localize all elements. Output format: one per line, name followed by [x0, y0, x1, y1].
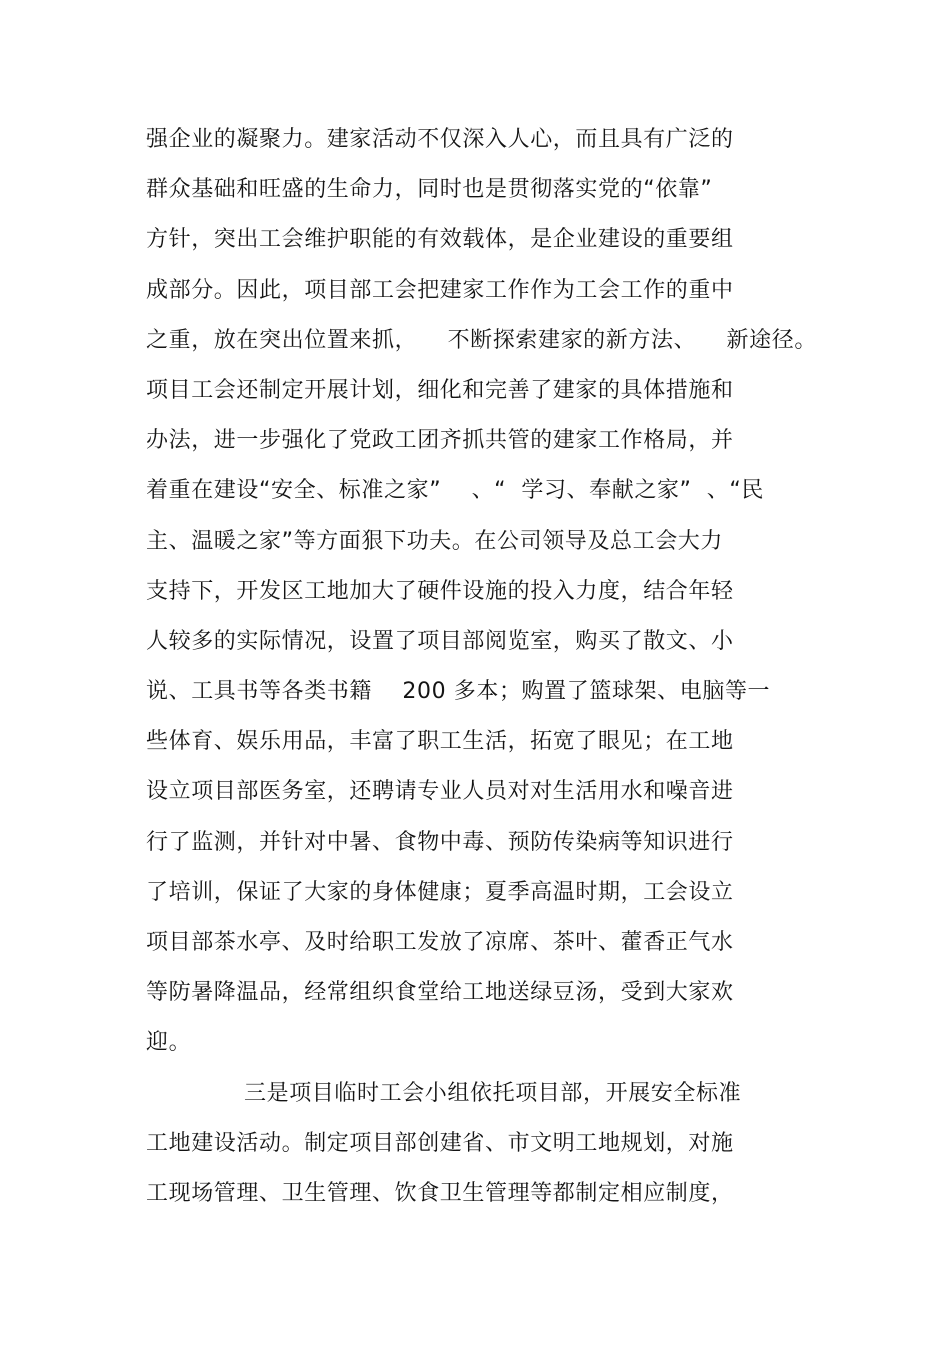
text-line: 之重，放在突出位置来抓， 不断探索建家的新方法、 新途径。: [146, 327, 817, 353]
text-line: 着重在建设“安全、标准之家” 、“ 学习、奉献之家” 、“民: [146, 478, 764, 504]
text-line: 工地建设活动。制定项目部创建省、市文明工地规划，对施: [146, 1130, 734, 1156]
text-line: 迎。: [146, 1030, 192, 1056]
text-line: 强企业的凝聚力。建家活动不仅深入人心，而且具有广泛的: [146, 127, 734, 152]
text-line: 支持下，开发区工地加大了硬件设施的投入力度，结合年轻: [146, 578, 734, 604]
text-line: 行了监测，并针对中暑、食物中毒、预防传染病等知识进行: [146, 829, 734, 855]
text-line: 项目工会还制定开展计划，细化和完善了建家的具体措施和: [146, 377, 734, 403]
text-line: 工现场管理、卫生管理、饮食卫生管理等都制定相应制度，: [146, 1180, 734, 1206]
text-line: 群众基础和旺盛的生命力，同时也是贯彻落实党的“依靠”: [146, 177, 713, 203]
text-line: 项目部茶水亭、及时给职工发放了凉席、茶叶、藿香正气水: [146, 930, 734, 955]
text-line: 方针，突出工会维护职能的有效载体，是企业建设的重要组: [146, 227, 734, 253]
text-line: 了培训，保证了大家的身体健康；夏季高温时期，工会设立: [146, 879, 734, 905]
body-text: [146, 121, 836, 1225]
text-line: 等防暑降温品，经常组织食堂给工地送绿豆汤，受到大家欢: [146, 980, 734, 1006]
text-line: 说、工具书等各类书籍 200 多本；购置了篮球架、电脑等一: [146, 679, 771, 705]
text-line: 成部分。因此，项目部工会把建家工作作为工会工作的重中: [146, 277, 734, 303]
text-line: 主、温暖之家”等方面狠下功夫。在公司领导及总工会大力: [146, 528, 723, 554]
paragraph-start-line: 三是项目临时工会小组依托项目部，开展安全标准: [244, 1080, 742, 1106]
text-line: 人较多的实际情况，设置了项目部阅览室，购买了散文、小: [146, 628, 734, 654]
text-line: 些体育、娱乐用品，丰富了职工生活，拓宽了眼见；在工地: [146, 729, 734, 755]
text-line: 办法，进一步强化了党政工团齐抓共管的建家工作格局，并: [146, 428, 734, 454]
text-line: 设立项目部医务室，还聘请专业人员对对生活用水和噪音进: [146, 779, 734, 805]
